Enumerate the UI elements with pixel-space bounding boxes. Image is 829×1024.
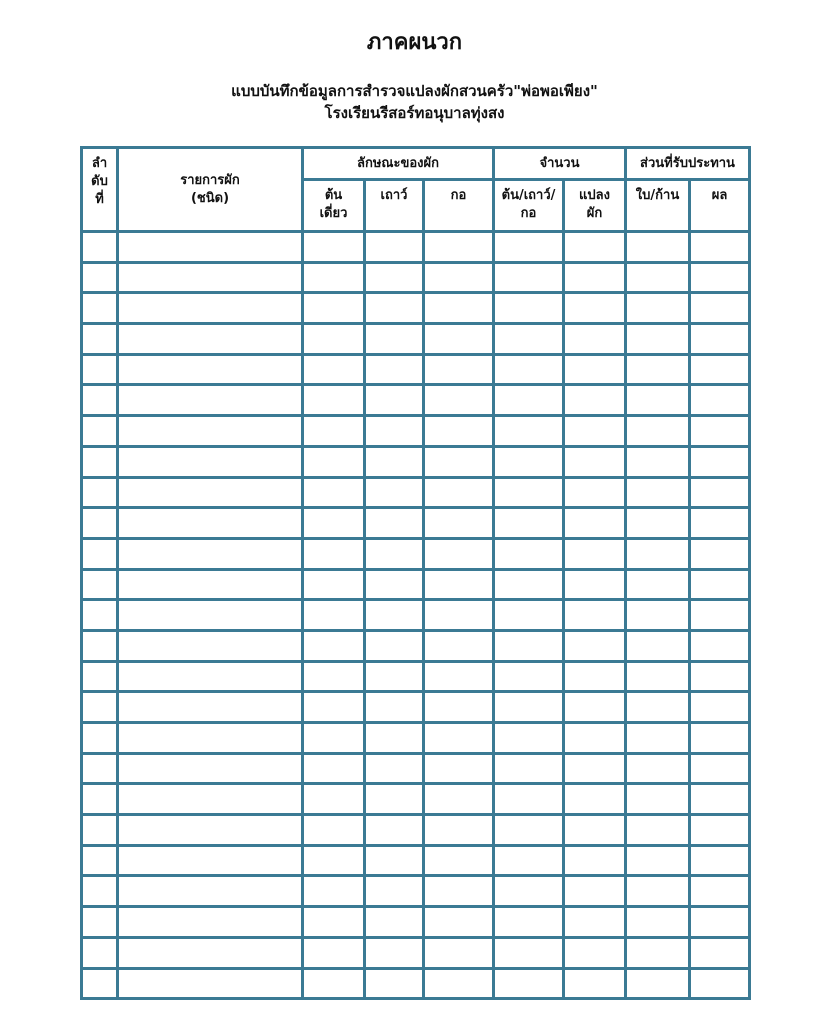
table-cell xyxy=(494,600,564,631)
table-cell xyxy=(690,385,750,416)
table-cell xyxy=(303,324,365,355)
table-cell xyxy=(365,845,424,876)
table-cell xyxy=(424,815,494,846)
table-cell xyxy=(424,661,494,692)
table-cell xyxy=(564,661,626,692)
table-cell xyxy=(626,477,690,508)
table-cell xyxy=(690,845,750,876)
table-cell xyxy=(626,538,690,569)
table-cell xyxy=(626,324,690,355)
table-cell xyxy=(365,446,424,477)
table-row xyxy=(82,293,750,324)
table-cell xyxy=(82,446,118,477)
table-cell xyxy=(494,907,564,938)
table-cell xyxy=(365,753,424,784)
table-cell xyxy=(118,815,303,846)
table-cell xyxy=(424,784,494,815)
header-plot-line1: แปลง xyxy=(579,188,610,203)
table-cell xyxy=(564,508,626,539)
table-cell xyxy=(365,232,424,263)
table-cell xyxy=(494,477,564,508)
table-cell xyxy=(564,600,626,631)
table-cell xyxy=(494,968,564,999)
table-cell xyxy=(494,293,564,324)
table-cell xyxy=(690,753,750,784)
table-cell xyxy=(82,723,118,754)
table-cell xyxy=(690,937,750,968)
table-cell xyxy=(626,416,690,447)
table-cell xyxy=(564,477,626,508)
table-cell xyxy=(494,753,564,784)
table-cell xyxy=(494,354,564,385)
table-row xyxy=(82,477,750,508)
table-row xyxy=(82,692,750,723)
table-cell xyxy=(82,477,118,508)
table-cell xyxy=(303,692,365,723)
table-row xyxy=(82,630,750,661)
table-cell xyxy=(564,692,626,723)
table-row xyxy=(82,661,750,692)
table-cell xyxy=(626,354,690,385)
table-cell xyxy=(82,508,118,539)
table-cell xyxy=(118,232,303,263)
table-cell xyxy=(564,784,626,815)
table-cell xyxy=(365,784,424,815)
table-cell xyxy=(365,600,424,631)
table-cell xyxy=(303,569,365,600)
table-cell xyxy=(303,354,365,385)
header-count xyxy=(494,180,564,232)
table-cell xyxy=(118,324,303,355)
table-cell xyxy=(424,845,494,876)
table-cell xyxy=(494,815,564,846)
table-cell xyxy=(82,937,118,968)
table-row xyxy=(82,385,750,416)
table-cell xyxy=(82,385,118,416)
table-cell xyxy=(303,968,365,999)
table-cell xyxy=(118,477,303,508)
table-cell xyxy=(82,692,118,723)
table-cell xyxy=(690,600,750,631)
table-cell xyxy=(82,907,118,938)
table-cell xyxy=(626,661,690,692)
header-plot xyxy=(564,180,626,232)
table-cell xyxy=(626,907,690,938)
table-cell xyxy=(303,630,365,661)
table-cell xyxy=(303,753,365,784)
table-cell xyxy=(626,446,690,477)
table-cell xyxy=(564,262,626,293)
table-cell xyxy=(494,324,564,355)
table-cell xyxy=(365,630,424,661)
header-vegetable-item xyxy=(118,148,303,232)
table-cell xyxy=(494,692,564,723)
header-row-number xyxy=(82,148,118,232)
table-cell xyxy=(118,784,303,815)
table-cell xyxy=(365,262,424,293)
table-cell xyxy=(626,968,690,999)
table-cell xyxy=(494,508,564,539)
table-cell xyxy=(82,630,118,661)
table-cell xyxy=(365,815,424,846)
table-cell xyxy=(494,661,564,692)
table-cell xyxy=(424,569,494,600)
school-name: โรงเรียนรีสอร์ทอนุบาลทุ่งสง xyxy=(324,104,505,122)
table-cell xyxy=(118,385,303,416)
table-cell xyxy=(564,324,626,355)
table-cell xyxy=(626,845,690,876)
table-cell xyxy=(118,630,303,661)
table-row xyxy=(82,232,750,263)
table-cell xyxy=(365,324,424,355)
table-row xyxy=(82,845,750,876)
table-cell xyxy=(564,630,626,661)
table-cell xyxy=(626,723,690,754)
table-cell xyxy=(82,845,118,876)
table-cell xyxy=(564,723,626,754)
table-cell xyxy=(118,600,303,631)
table-row xyxy=(82,753,750,784)
table-cell xyxy=(494,723,564,754)
table-cell xyxy=(564,753,626,784)
table-cell xyxy=(424,293,494,324)
table-cell xyxy=(82,354,118,385)
table-cell xyxy=(118,937,303,968)
header-single-stem xyxy=(303,180,365,232)
table-cell xyxy=(424,262,494,293)
table-cell xyxy=(424,385,494,416)
table-cell xyxy=(564,385,626,416)
table-cell xyxy=(365,661,424,692)
table-cell xyxy=(690,968,750,999)
table-row xyxy=(82,968,750,999)
table-cell xyxy=(303,876,365,907)
table-cell xyxy=(564,232,626,263)
table-cell xyxy=(303,784,365,815)
table-cell xyxy=(365,508,424,539)
table-cell xyxy=(424,477,494,508)
table-cell xyxy=(303,508,365,539)
table-cell xyxy=(118,569,303,600)
table-cell xyxy=(365,293,424,324)
table-row xyxy=(82,876,750,907)
table-cell xyxy=(82,232,118,263)
table-cell xyxy=(365,569,424,600)
table-cell xyxy=(494,630,564,661)
table-cell xyxy=(365,416,424,447)
header-fruit: ผล xyxy=(690,180,750,232)
table-cell xyxy=(365,937,424,968)
table-cell xyxy=(564,845,626,876)
table-cell xyxy=(690,262,750,293)
table-cell xyxy=(82,324,118,355)
table-cell xyxy=(424,753,494,784)
table-cell xyxy=(82,416,118,447)
table-cell xyxy=(82,569,118,600)
table-cell xyxy=(303,723,365,754)
table-cell xyxy=(303,538,365,569)
table-cell xyxy=(424,508,494,539)
header-clump: กอ xyxy=(424,180,494,232)
table-cell xyxy=(365,692,424,723)
table-cell xyxy=(690,815,750,846)
table-cell xyxy=(82,968,118,999)
header-row-number-line2: ดับ xyxy=(91,174,108,189)
vegetable-survey-table xyxy=(80,146,751,1000)
table-cell xyxy=(82,262,118,293)
table-cell xyxy=(564,937,626,968)
table-cell xyxy=(424,723,494,754)
table-row xyxy=(82,937,750,968)
table-cell xyxy=(690,232,750,263)
table-cell xyxy=(494,232,564,263)
table-cell xyxy=(494,784,564,815)
table-cell xyxy=(424,354,494,385)
table-cell xyxy=(626,815,690,846)
table-row xyxy=(82,569,750,600)
table-cell xyxy=(118,538,303,569)
table-cell xyxy=(303,477,365,508)
table-cell xyxy=(564,446,626,477)
table-cell xyxy=(365,538,424,569)
table-cell xyxy=(303,600,365,631)
table-cell xyxy=(626,692,690,723)
form-title: แบบบันทึกข้อมูลการสำรวจแปลงผักสวนครัว"พ่อพอเพียง" xyxy=(231,82,598,100)
table-cell xyxy=(564,968,626,999)
table-cell xyxy=(303,907,365,938)
page-title: ภาคผนวก xyxy=(366,30,463,55)
table-row xyxy=(82,324,750,355)
table-cell xyxy=(303,937,365,968)
table-cell xyxy=(626,876,690,907)
table-cell xyxy=(494,569,564,600)
table-cell xyxy=(424,232,494,263)
table-cell xyxy=(82,600,118,631)
table-cell xyxy=(690,661,750,692)
header-single-stem-line2: เดี่ยว xyxy=(319,206,348,221)
table-row xyxy=(82,538,750,569)
table-cell xyxy=(82,538,118,569)
table-cell xyxy=(494,262,564,293)
table-cell xyxy=(82,661,118,692)
table-cell xyxy=(564,538,626,569)
header-group-traits: ลักษณะของผัก xyxy=(303,148,494,180)
header-single-stem-line1: ต้น xyxy=(324,188,343,203)
table-cell xyxy=(494,845,564,876)
table-cell xyxy=(82,815,118,846)
table-cell xyxy=(82,293,118,324)
header-vegetable-item-line2: (ชนิด) xyxy=(190,190,230,206)
table-cell xyxy=(626,293,690,324)
table-cell xyxy=(118,416,303,447)
table-cell xyxy=(626,262,690,293)
table-cell xyxy=(118,262,303,293)
table-cell xyxy=(118,293,303,324)
table-cell xyxy=(626,630,690,661)
table-cell xyxy=(564,569,626,600)
table-row xyxy=(82,416,750,447)
table-row xyxy=(82,262,750,293)
table-row xyxy=(82,723,750,754)
table-cell xyxy=(424,630,494,661)
table-cell xyxy=(424,968,494,999)
table-row xyxy=(82,600,750,631)
table-cell xyxy=(690,569,750,600)
header-group-amount: จำนวน xyxy=(494,148,626,180)
table-cell xyxy=(626,600,690,631)
table-cell xyxy=(564,416,626,447)
table-cell xyxy=(690,692,750,723)
table-cell xyxy=(564,293,626,324)
table-body xyxy=(82,232,750,999)
table-cell xyxy=(365,968,424,999)
table-cell xyxy=(365,385,424,416)
table-cell xyxy=(365,477,424,508)
table-cell xyxy=(303,293,365,324)
table-cell xyxy=(303,815,365,846)
header-plot-line2: ผัก xyxy=(586,206,603,221)
table-cell xyxy=(690,293,750,324)
table-cell xyxy=(424,692,494,723)
table-cell xyxy=(626,232,690,263)
table-cell xyxy=(690,630,750,661)
header-row-number-line1: ลำ xyxy=(91,156,108,171)
table-row xyxy=(82,446,750,477)
header-row-number-line3: ที่ xyxy=(95,192,104,207)
table-cell xyxy=(690,723,750,754)
table-cell xyxy=(494,937,564,968)
table-cell xyxy=(118,354,303,385)
table-cell xyxy=(365,723,424,754)
table-cell xyxy=(564,907,626,938)
table-cell xyxy=(626,753,690,784)
table-cell xyxy=(118,907,303,938)
table-cell xyxy=(494,416,564,447)
table-cell xyxy=(118,845,303,876)
table-row xyxy=(82,784,750,815)
table-cell xyxy=(690,907,750,938)
table-cell xyxy=(303,845,365,876)
table-cell xyxy=(365,354,424,385)
table-cell xyxy=(303,232,365,263)
table-cell xyxy=(690,477,750,508)
table-cell xyxy=(690,784,750,815)
table-cell xyxy=(626,508,690,539)
table-cell xyxy=(424,600,494,631)
table-cell xyxy=(365,876,424,907)
table-cell xyxy=(118,661,303,692)
table-cell xyxy=(365,907,424,938)
header-vegetable-item-line1: รายการผัก xyxy=(180,172,240,188)
table-cell xyxy=(690,876,750,907)
table-cell xyxy=(626,569,690,600)
table-row xyxy=(82,354,750,385)
table-row xyxy=(82,907,750,938)
header-leaf-stem: ใบ/ก้าน xyxy=(626,180,690,232)
table-row xyxy=(82,508,750,539)
table-cell xyxy=(424,324,494,355)
table-cell xyxy=(626,937,690,968)
table-cell xyxy=(118,692,303,723)
table-cell xyxy=(82,876,118,907)
table-cell xyxy=(118,508,303,539)
table-row xyxy=(82,815,750,846)
header-count-line1: ต้น/เถาว์/ xyxy=(501,188,556,203)
table-cell xyxy=(303,262,365,293)
table-cell xyxy=(690,324,750,355)
table-cell xyxy=(690,416,750,447)
table-cell xyxy=(118,876,303,907)
table-cell xyxy=(564,815,626,846)
table-cell xyxy=(118,723,303,754)
table-cell xyxy=(494,385,564,416)
table-cell xyxy=(303,416,365,447)
header-group-edible-parts: ส่วนที่รับประทาน xyxy=(626,148,750,180)
table-cell xyxy=(494,446,564,477)
header-vine: เถาว์ xyxy=(365,180,424,232)
table-cell xyxy=(494,538,564,569)
table-cell xyxy=(424,937,494,968)
table-cell xyxy=(690,538,750,569)
table-cell xyxy=(303,385,365,416)
table-cell xyxy=(118,446,303,477)
table-cell xyxy=(690,508,750,539)
table-cell xyxy=(424,907,494,938)
table-cell xyxy=(494,876,564,907)
table-cell xyxy=(303,446,365,477)
table-cell xyxy=(424,446,494,477)
table-cell xyxy=(564,354,626,385)
table-cell xyxy=(82,784,118,815)
table-cell xyxy=(564,876,626,907)
table-cell xyxy=(424,416,494,447)
table-cell xyxy=(118,753,303,784)
header-count-line2: กอ xyxy=(520,206,537,221)
table-cell xyxy=(424,538,494,569)
table-cell xyxy=(626,784,690,815)
table-cell xyxy=(82,753,118,784)
table-cell xyxy=(424,876,494,907)
table-cell xyxy=(690,446,750,477)
table-cell xyxy=(303,661,365,692)
table-cell xyxy=(626,385,690,416)
table-cell xyxy=(690,354,750,385)
table-cell xyxy=(118,968,303,999)
